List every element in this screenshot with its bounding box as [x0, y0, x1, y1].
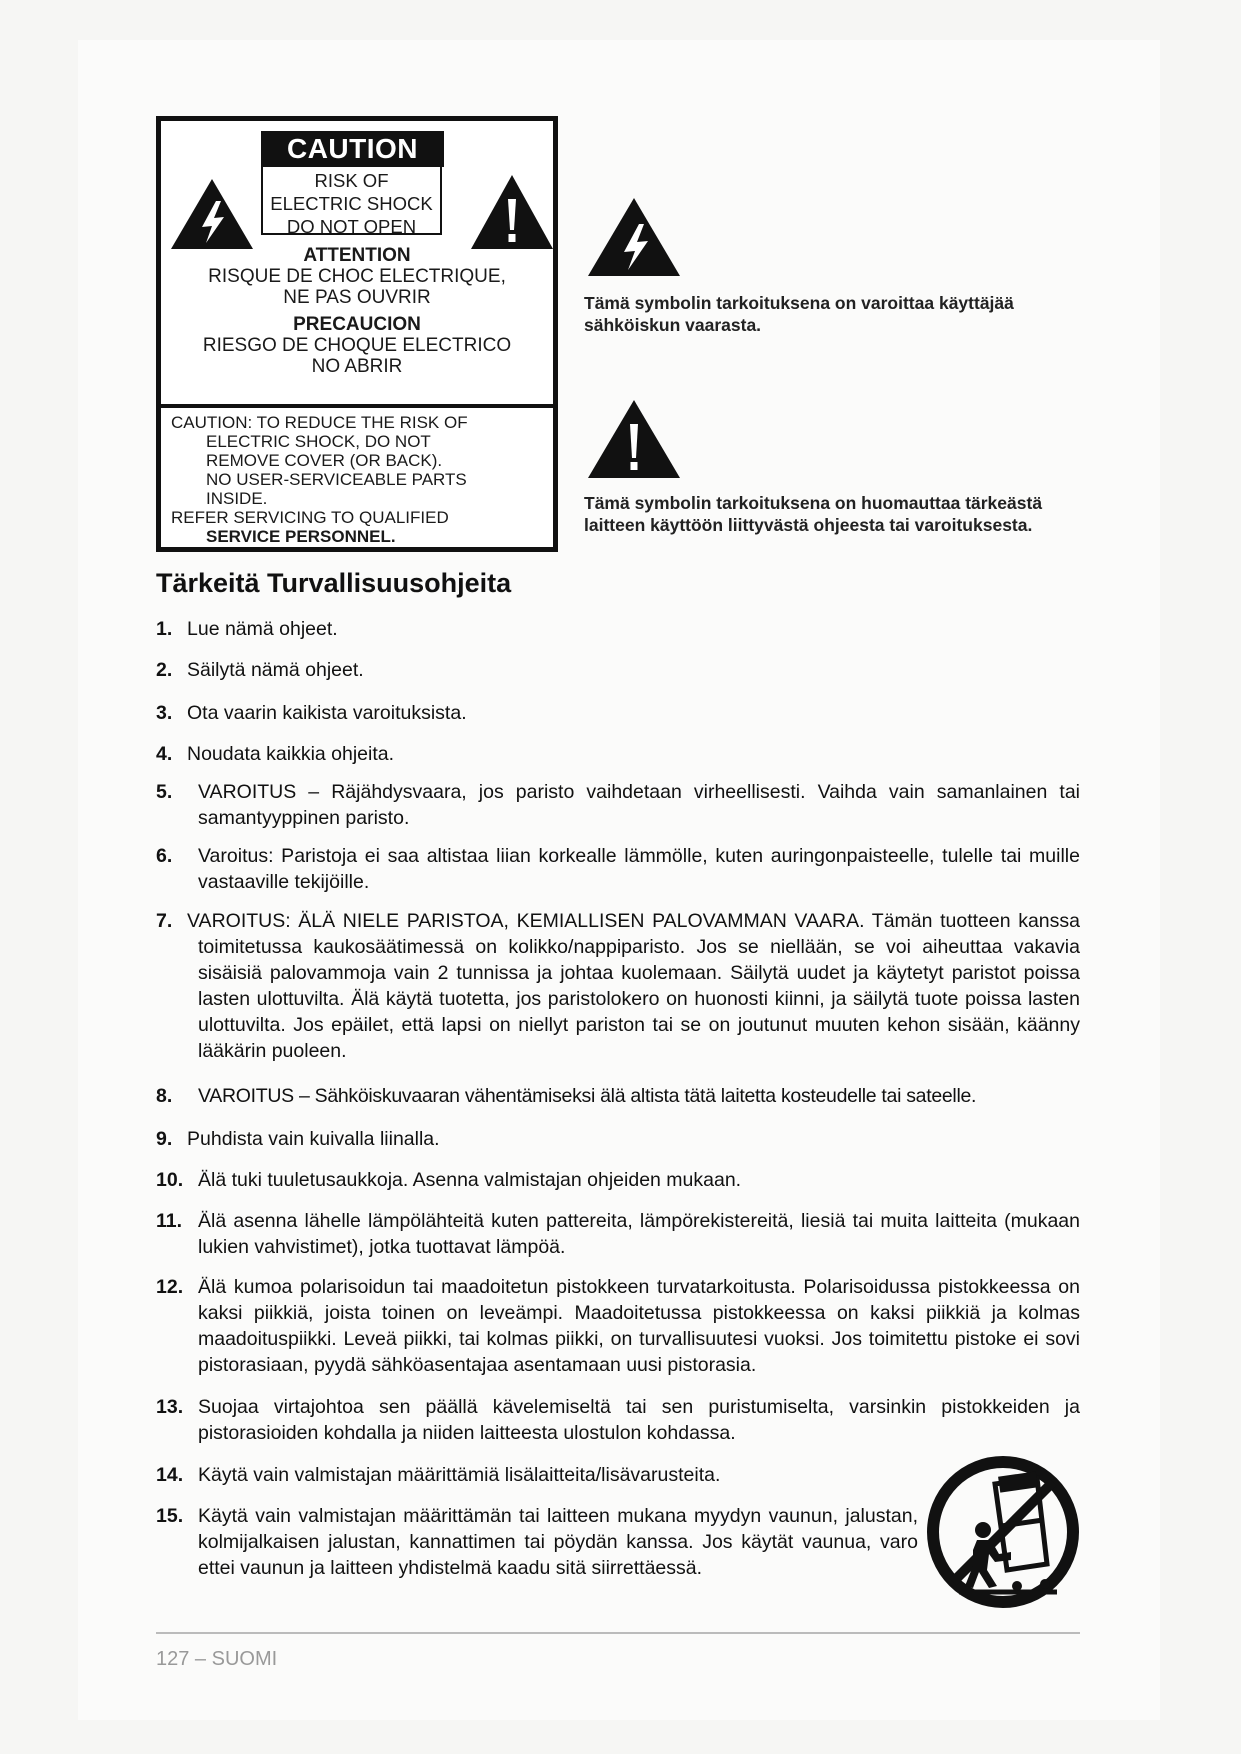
precaucion-line: NO ABRIR	[311, 356, 403, 377]
exclamation-warning-icon	[469, 173, 555, 251]
item-text: VAROITUS – Sähköiskuvaaran vähentämiseksi älä altista tätä laitetta kosteudelle tai sateelle.	[198, 1085, 977, 1107]
item-number: 1.	[156, 618, 173, 640]
page-title: Tärkeitä Turvallisuusohjeita	[156, 568, 512, 598]
item-number: 7.	[156, 910, 173, 932]
item-number: 3.	[156, 702, 173, 724]
page-footer: 127 – SUOMI	[156, 1648, 278, 1670]
lightning-warning-icon	[169, 177, 255, 251]
caution-divider	[161, 404, 553, 408]
item-number: 13.	[156, 1396, 184, 1418]
item-text: VAROITUS – Räjähdysvaara, jos paristo vaihdetaan virheellisesti. Vaihda vain samanlainen tai samantyyppinen paristo.	[198, 781, 1080, 829]
item-number: 10.	[156, 1169, 184, 1191]
risk-line: ELECTRIC SHOCK	[270, 193, 433, 214]
item-number: 11.	[156, 1210, 183, 1232]
footer-divider	[156, 1632, 1080, 1634]
caution-line: INSIDE.	[206, 489, 268, 508]
item-text: Käytä vain valmistajan määrittämiä lisälaitteita/lisävarusteita.	[198, 1464, 721, 1486]
caution-line: ELECTRIC SHOCK, DO NOT	[206, 432, 431, 451]
precaucion-title: PRECAUCION	[293, 314, 421, 335]
item-text: Noudata kaikkia ohjeita.	[187, 743, 395, 765]
attention-title: ATTENTION	[303, 245, 411, 266]
attention-line: RISQUE DE CHOC ELECTRIQUE,	[208, 266, 506, 287]
shock-text-line: sähköiskun vaarasta.	[584, 315, 762, 335]
shock-symbol-description	[584, 292, 1094, 336]
item-number: 8.	[156, 1085, 173, 1107]
risk-line: DO NOT OPEN	[286, 216, 417, 237]
item-number: 15.	[156, 1505, 184, 1527]
item-text: Säilytä nämä ohjeet.	[187, 659, 364, 681]
item-text: Varoitus: Paristoja ei saa altistaa liian korkealle lämmölle, kuten auringonpaisteelle, tulelle tai muille vastaaville tekijöille.	[198, 845, 1080, 893]
item-text: VAROITUS: ÄLÄ NIELE PARISTOA, KEMIALLISEN PALOVAMMAN VAARA. Tämän tuotteen kanssa toimitetussa kaukosäätimessä on kolikko/nappiparisto. Jos se niellään, se voi aiheuttaa vakavia sisäisiä palovammoja vain 2 tunnissa ja johtaa kuolemaan. Säilytä uudet ja käytetyt paristot poissa lasten ulottuvilta. Älä käytä tuotetta, jos paristolokero on huonosti kiinni, ja säilytä tuote poissa lasten ulottuvilta. Jos epäilet, että lapsi on niellyt pariston tai se on joutunut muuten kehon sisään, käänny lääkärin puoleen.	[187, 910, 1080, 1062]
item-text: Käytä vain valmistajan määrittämän tai laitteen mukana myydyn vaunun, jalustan, kolmijalkaisen jalustan, kannattimen tai pöydän kanssa. Jos käytät vaunua, varo ettei vaunun ja laitteen yhdistelmä kaadu sitä siirrettäessä.	[198, 1505, 918, 1579]
item-text: Älä kumoa polarisoidun tai maadoitetun pistokkeen turvatarkoitusta. Polarisoidussa pistokkeessa on kaksi piikkiä, joista toinen on leveämpi. Maadoitetussa pistokkeessa on kaksi piikkiä ja kolmas maadoituspiikki. Leveä piikki, tai kolmas piikki, on turvallisuutesi vuoksi. Jos toimitettu pistoke ei sovi pistorasiaan, pyydä sähköasentajaa asentamaan uusi pistorasia.	[198, 1276, 1080, 1376]
item-number: 4.	[156, 743, 173, 765]
precaucion-line: RIESGO DE CHOQUE ELECTRICO	[202, 335, 512, 356]
exclamation-symbol-description	[584, 492, 1094, 536]
caution-line: SERVICE PERSONNEL.	[206, 527, 396, 546]
attention-line: NE PAS OUVRIR	[283, 287, 431, 308]
exclaim-text-line: Tämä symbolin tarkoituksena on huomauttaa tärkeästä	[584, 493, 1043, 513]
exclaim-text-line: laitteen käyttöön liittyvästä ohjeesta tai varoituksesta.	[584, 515, 1033, 535]
item-number: 14.	[156, 1464, 184, 1486]
item-number: 9.	[156, 1128, 173, 1150]
item-text: Älä asenna lähelle lämpölähteitä kuten pattereita, lämpörekistereitä, liesiä tai muita laitteita (mukaan lukien vahvistimet), jotka tuottavat lämpöä.	[198, 1210, 1080, 1258]
caution-line: NO USER-SERVICEABLE PARTS	[206, 470, 467, 489]
item-text: Suojaa virtajohtoa sen päällä kävelemiseltä tai sen puristumiselta, varsinkin pistokkeiden ja pistorasioiden kohdalla ja niiden laitteesta ulostulon kohdassa.	[198, 1396, 1080, 1444]
multilingual-warning	[161, 245, 553, 377]
shock-text-line: Tämä symbolin tarkoituksena on varoittaa käyttäjää	[584, 293, 1014, 313]
caution-line: REFER SERVICING TO QUALIFIED	[171, 508, 449, 527]
caution-line: CAUTION: TO REDUCE THE RISK OF	[171, 413, 468, 432]
risk-line: RISK OF	[314, 170, 389, 191]
caution-line: REMOVE COVER (OR BACK).	[206, 451, 443, 470]
electric-shock-symbol-icon	[586, 196, 682, 278]
caution-bottom-text	[171, 413, 551, 546]
item-text: Ota vaarin kaikista varoituksista.	[187, 702, 467, 724]
cart-tipover-warning-icon	[925, 1454, 1081, 1610]
item-number: 12.	[156, 1276, 184, 1298]
item-text: Puhdista vain kuivalla liinalla.	[187, 1128, 440, 1150]
item-text: Lue nämä ohjeet.	[187, 618, 338, 640]
item-number: 5.	[156, 781, 173, 803]
exclamation-symbol-icon	[586, 398, 682, 480]
item-number: 6.	[156, 845, 173, 867]
caution-label	[156, 116, 558, 552]
item-number: 2.	[156, 659, 173, 681]
caution-header: CAUTION	[261, 131, 444, 167]
risk-of-shock-text	[261, 167, 442, 235]
item-text: Älä tuki tuuletusaukkoja. Asenna valmistajan ohjeiden mukaan.	[198, 1169, 742, 1191]
